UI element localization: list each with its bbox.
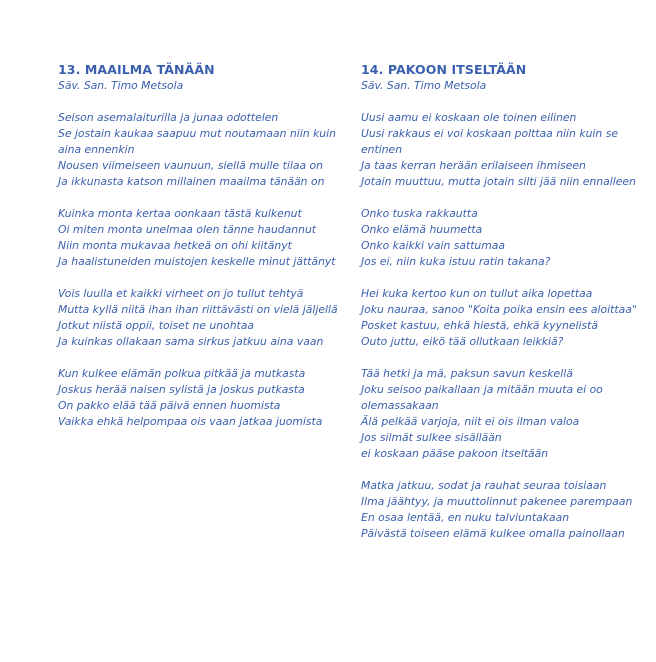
lyric-line: Posket kastuu, ehkä hiestä, ehkä kyynelistä <box>361 319 598 332</box>
stanza <box>58 110 348 190</box>
lyric-line: Seison asemalaiturilla ja junaa odottelen <box>58 111 279 124</box>
lyric-line: En osaa lentää, en nuku talviuntakaan <box>361 511 570 524</box>
lyric-line: Jotain muuttuu, mutta jotain silti jää niin ennalleen <box>361 175 636 188</box>
lyric-line: Nousen viimeiseen vaunuun, siellä mulle tilaa on <box>58 159 323 172</box>
lyric-line: Tää hetki ja mä, paksun savun keskellä <box>361 367 573 380</box>
lyric-line: Jos ei, niin kuka istuu ratin takana? <box>361 255 551 268</box>
lyric-line: Onko elämä huumetta <box>361 223 483 236</box>
lyric-line: Vois luulla et kaikki virheet on jo tullut tehtyä <box>58 287 304 300</box>
lyric-line: Ja ikkunasta katson millainen maailma tänään on <box>58 175 325 188</box>
stanza <box>361 206 651 270</box>
song-credit: Säv. San. Timo Metsola <box>361 79 487 92</box>
lyric-line: Oi miten monta unelmaa olen tänne haudannut <box>58 223 317 236</box>
stanza <box>361 110 651 190</box>
song-13-column <box>58 62 348 446</box>
lyric-line: Jotkut niistä oppii, toiset ne unohtaa <box>58 319 254 332</box>
stanza <box>361 366 651 462</box>
lyric-line: Joku nauraa, sanoo "Koita poika ensin ees aloittaa" <box>361 303 637 316</box>
lyric-line: Joskus herää naisen sylistä ja joskus putkasta <box>58 383 305 396</box>
lyric-line: On pakko elää tää päivä ennen huomista <box>58 399 281 412</box>
lyric-line: Kun kulkee elämän polkua pitkää ja mutkasta <box>58 367 306 380</box>
lyric-line: Kuinka monta kertaa oonkaan tästä kulkenut <box>58 207 302 220</box>
lyric-line: Onko kaikki vain sattumaa <box>361 239 506 252</box>
stanza <box>361 478 651 542</box>
lyric-line: Matka jatkuu, sodat ja rauhat seuraa toisiaan <box>361 479 607 492</box>
lyric-line: Ja taas kerran herään erilaiseen ihmiseen <box>361 159 586 172</box>
lyric-line: Onko tuska rakkautta <box>361 207 478 220</box>
song-14-column <box>361 62 651 558</box>
stanza <box>58 206 348 270</box>
lyric-line: Ja haalistuneiden muistojen keskelle minut jättänyt <box>58 255 336 268</box>
lyric-line: Uusi rakkaus ei voi koskaan polttaa niin kuin se <box>361 127 618 140</box>
lyric-line: Joku seisoo paikallaan ja mitään muuta ei oo <box>361 383 603 396</box>
lyric-line: Mutta kyllä niitä ihan ihan riittävästi on vielä jäljellä <box>58 303 338 316</box>
lyric-line: Päivästä toiseen elämä kulkee omalla painollaan <box>361 527 625 540</box>
lyric-line: Hei kuka kertoo kun on tullut aika lopettaa <box>361 287 593 300</box>
lyric-line: Älä pelkää varjoja, niit ei ois ilman valoa <box>361 415 580 428</box>
lyric-line: Vaikka ehkä helpompaa ois vaan jatkaa juomista <box>58 415 323 428</box>
lyric-line: ei koskaan pääse pakoon itseltään <box>361 447 549 460</box>
lyric-line: Uusi aamu ei koskaan ole toinen eilinen <box>361 111 577 124</box>
stanza <box>361 286 651 350</box>
lyric-line: Ilma jäähtyy, ja muuttolinnut pakenee parempaan <box>361 495 633 508</box>
song-title: 13. MAAILMA TÄNÄÄN <box>58 62 215 77</box>
lyric-line: Outo juttu, eikö tää ollutkaan leikkiä? <box>361 335 564 348</box>
lyric-line: Se jostain kaukaa saapuu mut noutamaan niin kuin <box>58 127 336 140</box>
lyric-line: Ja kuinkas ollakaan sama sirkus jatkuu aina vaan <box>58 335 324 348</box>
stanza <box>58 286 348 350</box>
song-credit: Säv. San. Timo Metsola <box>58 79 184 92</box>
stanza <box>58 366 348 430</box>
lyric-line: Jos silmät sulkee sisällään <box>361 431 502 444</box>
lyric-line: aina ennenkin <box>58 143 135 156</box>
lyric-line: entinen <box>361 143 403 156</box>
lyric-line: Niin monta mukavaa hetkeä on ohi kiitänyt <box>58 239 292 252</box>
song-title: 14. PAKOON ITSELTÄÄN <box>361 62 527 77</box>
lyric-line: olemassakaan <box>361 399 439 412</box>
